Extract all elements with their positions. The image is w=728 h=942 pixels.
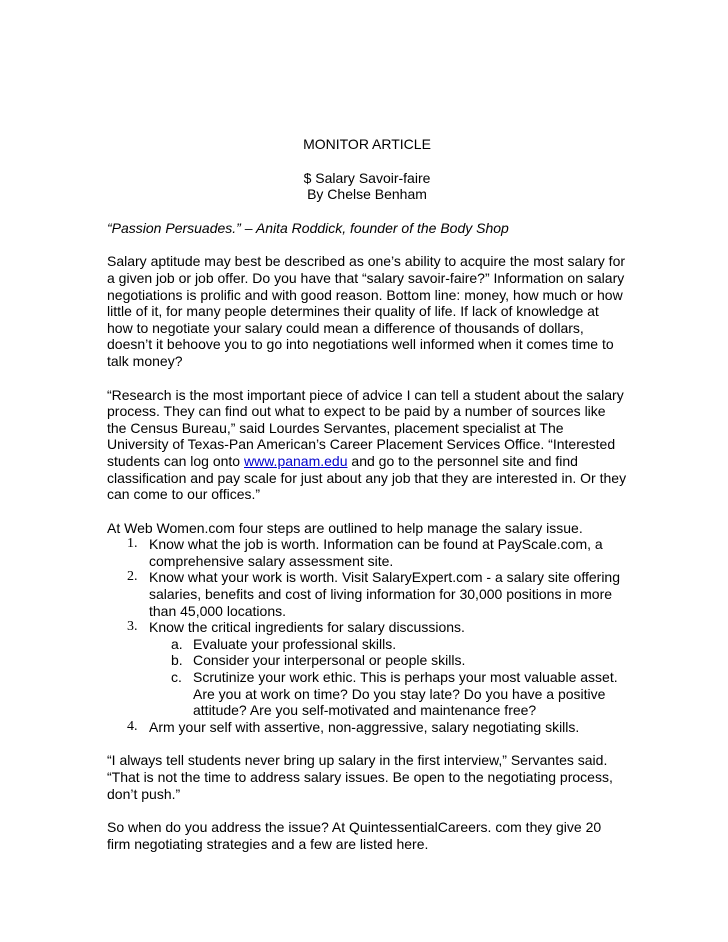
panam-link[interactable]: www.panam.edu [244, 452, 348, 469]
sublist-item-text: Scrutinize your work ethic. This is perhaps your most valuable asset. Are you at work on time? Do you stay late? Do you have a positive attitude? Are you self-motivated and maintenance free? [193, 669, 618, 719]
list-item [107, 536, 627, 569]
paragraph-strategies: So when do you address the issue? At QuintessentialCareers. com they give 20 firm negotiating strategies and a few are listed here. [107, 819, 602, 852]
paragraph-research-text-after: and go to the personnel site and find classification and pay scale for just about any job that they are interested in. Or they can come to our offices.” [107, 452, 627, 503]
list-item-text: Know the critical ingredients for salary discussions. [149, 619, 465, 636]
list-item-text: Know what your work is worth. Visit SalaryExpert.com - a salary site offering salaries, benefits and cost of living information for 30,000 positions in more than 45,000 locations. [149, 569, 620, 619]
article-title: $ Salary Savoir-faire [303, 169, 431, 186]
sublist-item [149, 669, 627, 719]
article-header [107, 136, 627, 203]
paragraph-research-text-before: “Research is the most important piece of advice I can tell a student about the salary process. They can find out what to expect to be paid by a number of sources like the Census Bureau,” said Lourdes Servantes, placement specialist at The University of Texas-Pan American’s Career Placement Services Office. “Interested students can log onto [107, 386, 624, 469]
list-number: 3. [127, 619, 138, 635]
steps-list [107, 536, 627, 735]
sublist-letter: a. [171, 635, 183, 652]
sublist-letter: b. [171, 652, 183, 669]
list-number: 2. [127, 569, 138, 585]
article-byline: By Chelse Benham [307, 186, 427, 203]
sublist-item [149, 636, 627, 653]
sublist-letter: c. [171, 669, 182, 686]
list-item [107, 619, 627, 719]
list-item-text: Know what the job is worth. Information can be found at PayScale.com, a comprehensive salary assessment site. [149, 536, 603, 569]
article-label: MONITOR ARTICLE [303, 136, 431, 152]
list-number: 4. [127, 718, 138, 734]
steps-intro: At Web Women.com four steps are outlined to help manage the salary issue. [107, 519, 583, 536]
sublist-item-text: Consider your interpersonal or people skills. [193, 652, 466, 669]
list-number: 1. [127, 536, 138, 552]
list-item [107, 569, 627, 619]
article-page [107, 136, 627, 852]
opening-quote: “Passion Persuades.” – Anita Roddick, founder of the Body Shop [107, 219, 509, 236]
paragraph-interview: “I always tell students never bring up salary in the first interview,” Servantes said. “That is not the time to address salary issues. Be open to the negotiating process, don’t push.” [107, 752, 613, 802]
paragraph-intro: Salary aptitude may best be described as one’s ability to acquire the most salary for a given job or job offer. Do you have that “salary savoir-faire?” Information on salary negotiations is prolific and with good reason. Bottom line: money, how much or how little of it, for many people determines their quality of life. If lack of knowledge at how to negotiate your salary could mean a difference of thousands of dollars, doesn’t it behoove you to go into negotiations well informed when it comes time to talk money? [107, 253, 626, 369]
list-item [107, 719, 627, 736]
substeps-list [149, 636, 627, 719]
sublist-item-text: Evaluate your professional skills. [193, 635, 397, 652]
sublist-item [149, 652, 627, 669]
list-item-text: Arm your self with assertive, non-aggressive, salary negotiating skills. [149, 718, 580, 735]
paragraph-research [107, 387, 627, 503]
